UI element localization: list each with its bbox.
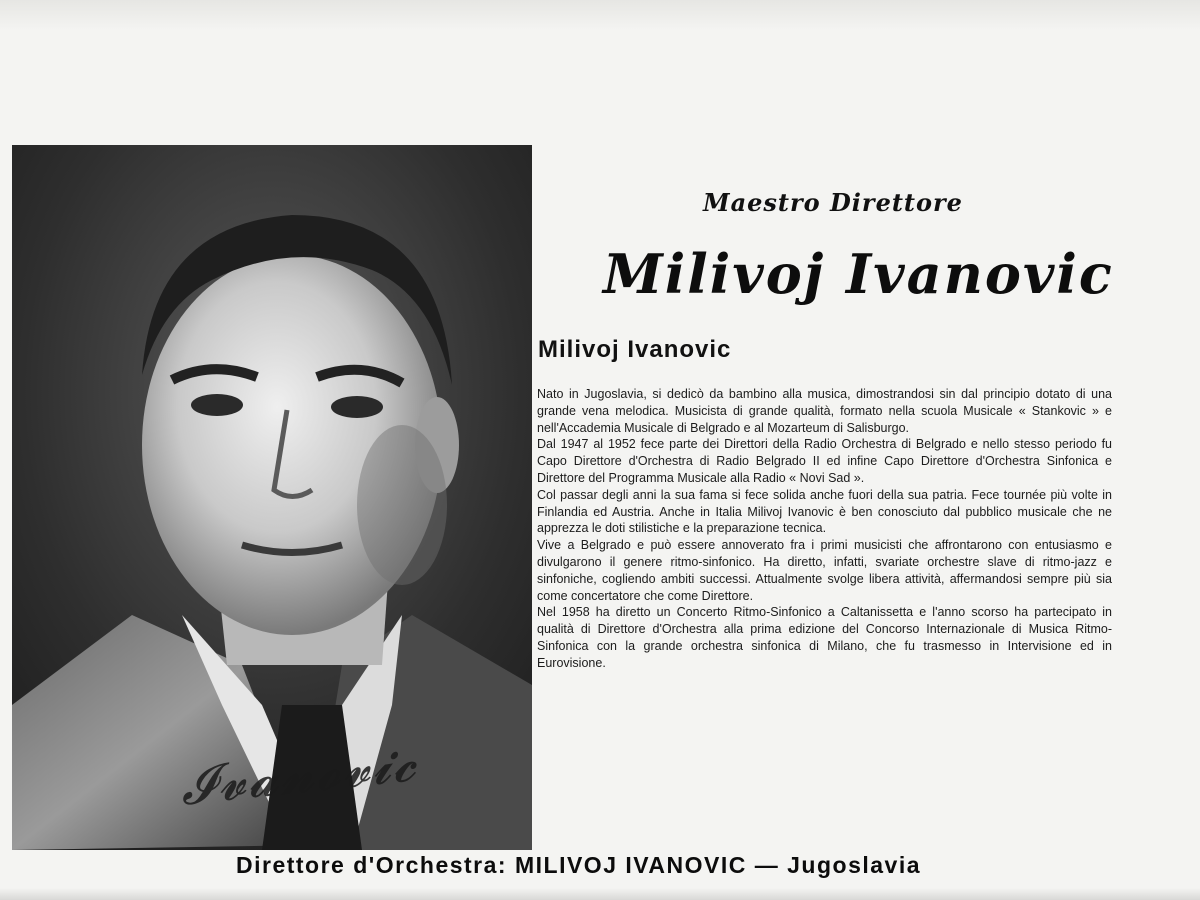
handwritten-signature: 𝓘𝓿𝓪𝓷𝓸𝓿𝓲𝓬 <box>177 732 421 818</box>
page-title: Milivoj Ivanovic <box>603 242 1114 306</box>
bio-paragraph: Vive a Belgrado e può essere annoverato fra i primi musicisti che affrontarono con entusiasmo e divulgarono il genere ritmo-sinfonico. Ha diretto, infatti, svariate orchestre slave di ritmo-jazz e sinfoniche, cogliendo ambiti successi. Attualmente svolge libera attività, affermandosi sempre più sia come concertatore che come Direttore. <box>537 538 1112 603</box>
bio-paragraph: Dal 1947 al 1952 fece parte dei Direttori della Radio Orchestra di Belgrado e nello stesso periodo fu Capo Direttore d'Orchestra di Radio Belgrado II ed infine Capo Direttore d'Orchestra Sinfonica e Direttore del Programma Musicale alla Radio « Novi Sad ». <box>537 437 1112 485</box>
page-top-shade <box>0 0 1200 30</box>
page-bottom-edge <box>0 888 1200 900</box>
bio-paragraph: Col passar degli anni la sua fama si fece solida anche fuori della sua patria. Fece tournée più volte in Finlandia ed Austria. Anche in Italia Milivoj Ivanovic è ben conosciuto dal pubblico musicale che ne apprezza le doti stilistiche e la preparazione tecnica. <box>537 487 1112 536</box>
portrait-photo <box>12 145 532 850</box>
bio-paragraph: Nel 1958 ha diretto un Concerto Ritmo-Sinfonico a Caltanissetta e l'anno scorso ha partecipato in qualità di Direttore d'Orchestra alla prima edizione del Concorso Internazionale di Musica Ritmo-Sinfonica con la grande orchestra sinfonica di Milano, che fu trasmesso in Intervisione ed in Eurovisione. <box>537 605 1112 670</box>
bio-paragraph: Nato in Jugoslavia, si dedicò da bambino alla musica, dimostrandosi sin dal principio dotato di una grande vena melodica. Musicista di grande qualità, formato nella scuola Musicale « Stankovic » e nell'Accademia Musicale di Belgrado e al Mozarteum di Salisburgo. <box>537 387 1112 435</box>
footer-caption: Direttore d'Orchestra: MILIVOJ IVANOVIC — Jugoslavia <box>236 852 922 878</box>
biography-text <box>537 386 1112 672</box>
page-subtitle: Maestro Direttore <box>703 188 963 217</box>
article-heading: Milivoj Ivanovic <box>538 336 732 363</box>
